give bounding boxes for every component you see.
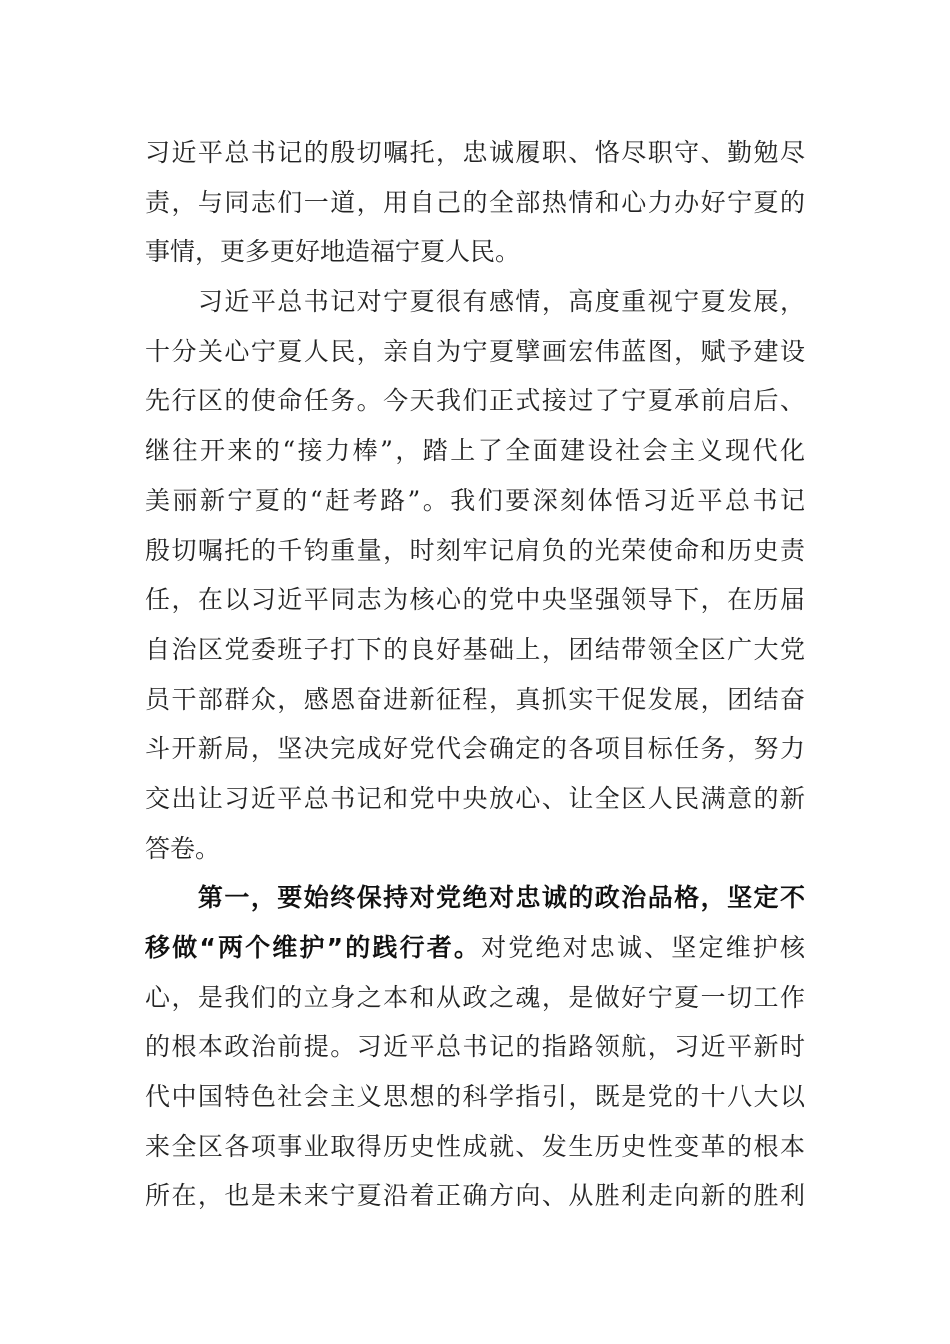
paragraph-2 — [145, 277, 805, 873]
text-line: 自治区党委班子打下的良好基础上，团结带领全区广大党 — [145, 634, 805, 664]
text-line: 美丽新宁夏的“赶考路”。我们要深刻体悟习近平总书记 — [145, 485, 805, 515]
bold-heading-continuation: 移做“两个维护”的践行者。 — [145, 933, 482, 962]
text-line: 十分关心宁夏人民，亲自为宁夏擘画宏伟蓝图，赋予建设 — [145, 336, 805, 366]
text-line: 任，在以习近平同志为核心的党中央坚强领导下，在历届 — [145, 585, 805, 615]
paragraph-3 — [145, 873, 805, 1221]
text-line: 事情，更多更好地造福宁夏人民。 — [145, 237, 521, 267]
text-line: 的根本政治前提。习近平总书记的指路领航，习近平新时 — [145, 1032, 805, 1062]
text-line: 先行区的使命任务。今天我们正式接过了宁夏承前启后、 — [145, 386, 805, 416]
bold-heading-line: 第一，要始终保持对党绝对忠诚的政治品格，坚定不 — [145, 883, 805, 913]
text-line: 习近平总书记的殷切嘱托，忠诚履职、恪尽职守、勤勉尽 — [145, 138, 805, 167]
text-line: 代中国特色社会主义思想的科学指引，既是党的十八大以 — [145, 1082, 805, 1112]
text-line: 所在，也是未来宁夏沿着正确方向、从胜利走向新的胜利 — [145, 1181, 805, 1211]
text-line — [145, 923, 805, 973]
text-run: 对党绝对忠诚、坚定维护核 — [481, 933, 805, 962]
text-line: 斗开新局，坚决完成好党代会确定的各项目标任务，努力 — [145, 734, 805, 764]
text-line: 继往开来的“接力棒”，踏上了全面建设社会主义现代化 — [145, 436, 805, 466]
document-body — [145, 128, 805, 1221]
text-line: 来全区各项事业取得历史性成就、发生历史性变革的根本 — [145, 1131, 805, 1161]
text-line: 交出让习近平总书记和党中央放心、让全区人民满意的新 — [145, 783, 805, 813]
text-line: 员干部群众，感恩奋进新征程，真抓实干促发展，团结奋 — [145, 684, 805, 714]
text-line: 心，是我们的立身之本和从政之魂，是做好宁夏一切工作 — [145, 982, 805, 1012]
text-line: 殷切嘱托的千钧重量，时刻牢记肩负的光荣使命和历史责 — [145, 535, 805, 565]
text-line: 答卷。 — [145, 833, 221, 863]
text-line: 习近平总书记对宁夏很有感情，高度重视宁夏发展， — [145, 287, 805, 317]
text-line: 责，与同志们一道，用自己的全部热情和心力办好宁夏的 — [145, 187, 805, 217]
paragraph-1 — [145, 128, 805, 277]
